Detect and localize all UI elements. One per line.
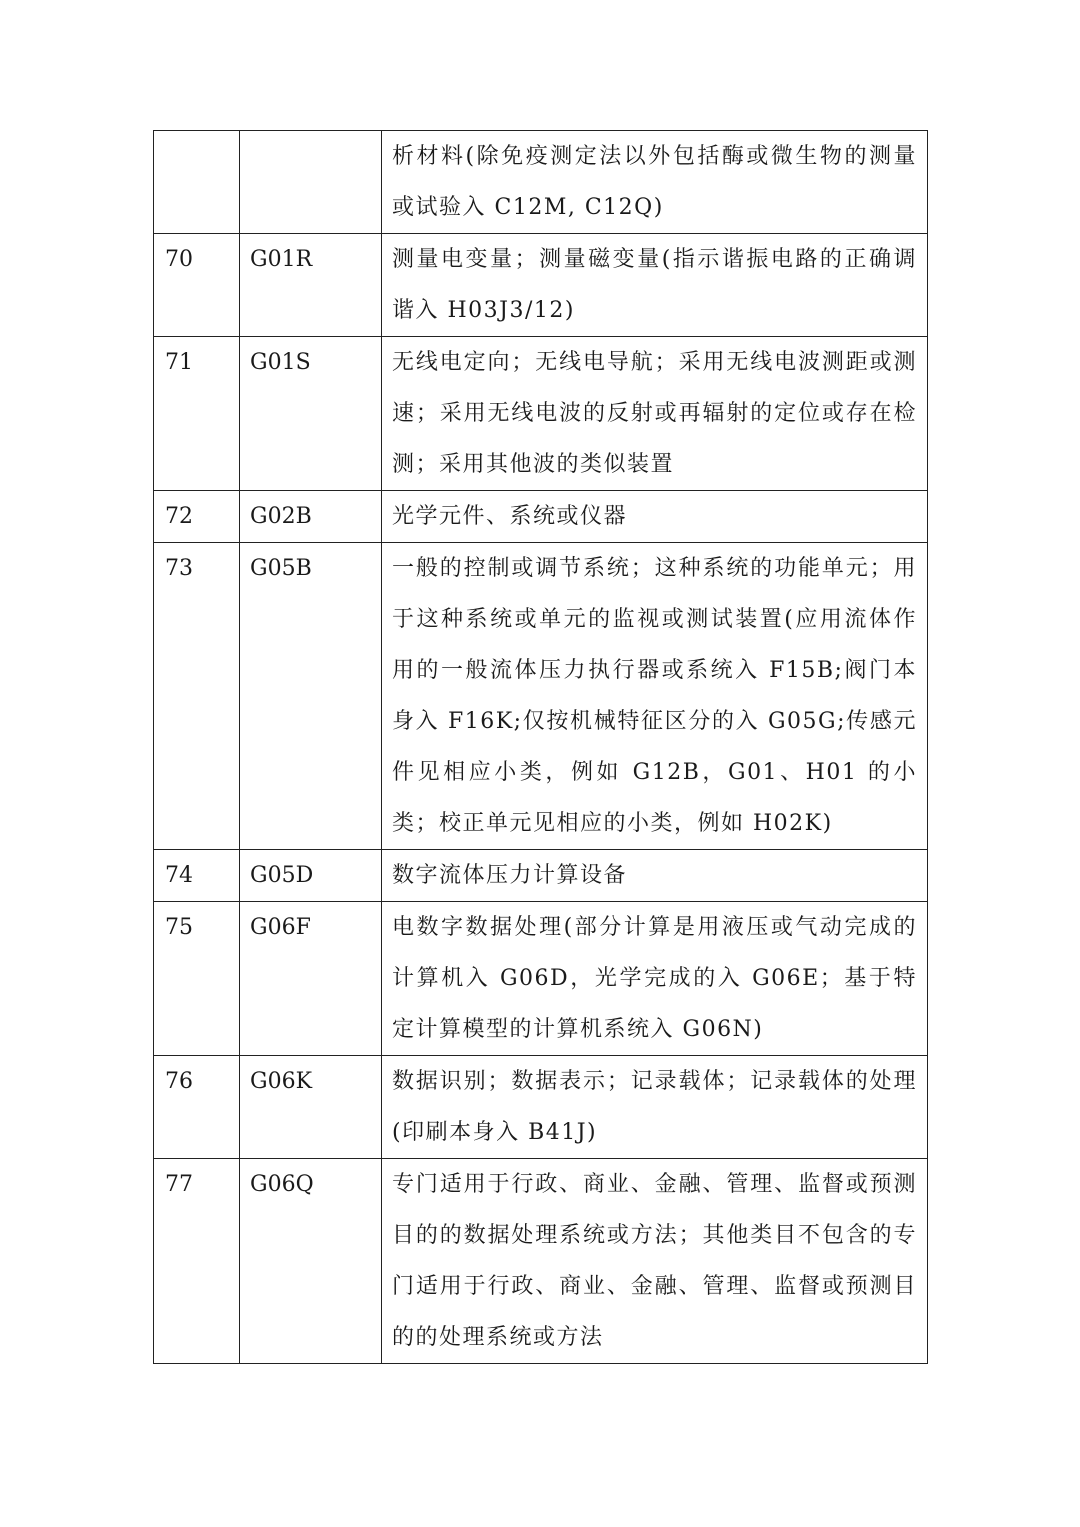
ipc-description: 数据识别；数据表示；记录载体；记录载体的处理(印刷本身入 B41J) — [382, 1056, 928, 1159]
ipc-description: 光学元件、系统或仪器 — [382, 491, 928, 543]
ipc-description: 数字流体压力计算设备 — [382, 850, 928, 902]
ipc-code: G05B — [240, 543, 382, 850]
ipc-code — [240, 131, 382, 234]
ipc-classification-table — [153, 130, 928, 1364]
table-row — [154, 1056, 928, 1159]
table-row — [154, 491, 928, 543]
row-number: 70 — [154, 234, 240, 337]
table-row — [154, 131, 928, 234]
ipc-code: G06F — [240, 902, 382, 1056]
ipc-code: G06K — [240, 1056, 382, 1159]
ipc-description: 电数字数据处理(部分计算是用液压或气动完成的计算机入 G06D，光学完成的入 G06E；基于特定计算模型的计算机系统入 G06N) — [382, 902, 928, 1056]
ipc-description: 一般的控制或调节系统；这种系统的功能单元；用于这种系统或单元的监视或测试装置(应用流体作用的一般流体压力执行器或系统入 F15B;阀门本身入 F16K;仅按机械特征区分的入 G05G;传感元件见相应小类，例如 G12B，G01、H01 的小类；校正单元见相应的小类，例如 H02K) — [382, 543, 928, 850]
ipc-description: 无线电定向；无线电导航；采用无线电波测距或测速；采用无线电波的反射或再辐射的定位或存在检测；采用其他波的类似装置 — [382, 337, 928, 491]
table-row — [154, 543, 928, 850]
ipc-code: G02B — [240, 491, 382, 543]
row-number: 72 — [154, 491, 240, 543]
row-number: 73 — [154, 543, 240, 850]
table-row — [154, 850, 928, 902]
ipc-code: G06Q — [240, 1159, 382, 1364]
table-row — [154, 337, 928, 491]
row-number: 77 — [154, 1159, 240, 1364]
table-row — [154, 902, 928, 1056]
row-number: 75 — [154, 902, 240, 1056]
ipc-description: 专门适用于行政、商业、金融、管理、监督或预测目的的数据处理系统或方法；其他类目不包含的专门适用于行政、商业、金融、管理、监督或预测目的的处理系统或方法 — [382, 1159, 928, 1364]
ipc-code: G05D — [240, 850, 382, 902]
table-row — [154, 234, 928, 337]
ipc-code: G01S — [240, 337, 382, 491]
row-number: 76 — [154, 1056, 240, 1159]
table-row — [154, 1159, 928, 1364]
ipc-code: G01R — [240, 234, 382, 337]
row-number: 74 — [154, 850, 240, 902]
row-number — [154, 131, 240, 234]
row-number: 71 — [154, 337, 240, 491]
ipc-description: 析材料(除免疫测定法以外包括酶或微生物的测量或试验入 C12M, C12Q) — [382, 131, 928, 234]
ipc-description: 测量电变量；测量磁变量(指示谐振电路的正确调谐入 H03J3/12) — [382, 234, 928, 337]
